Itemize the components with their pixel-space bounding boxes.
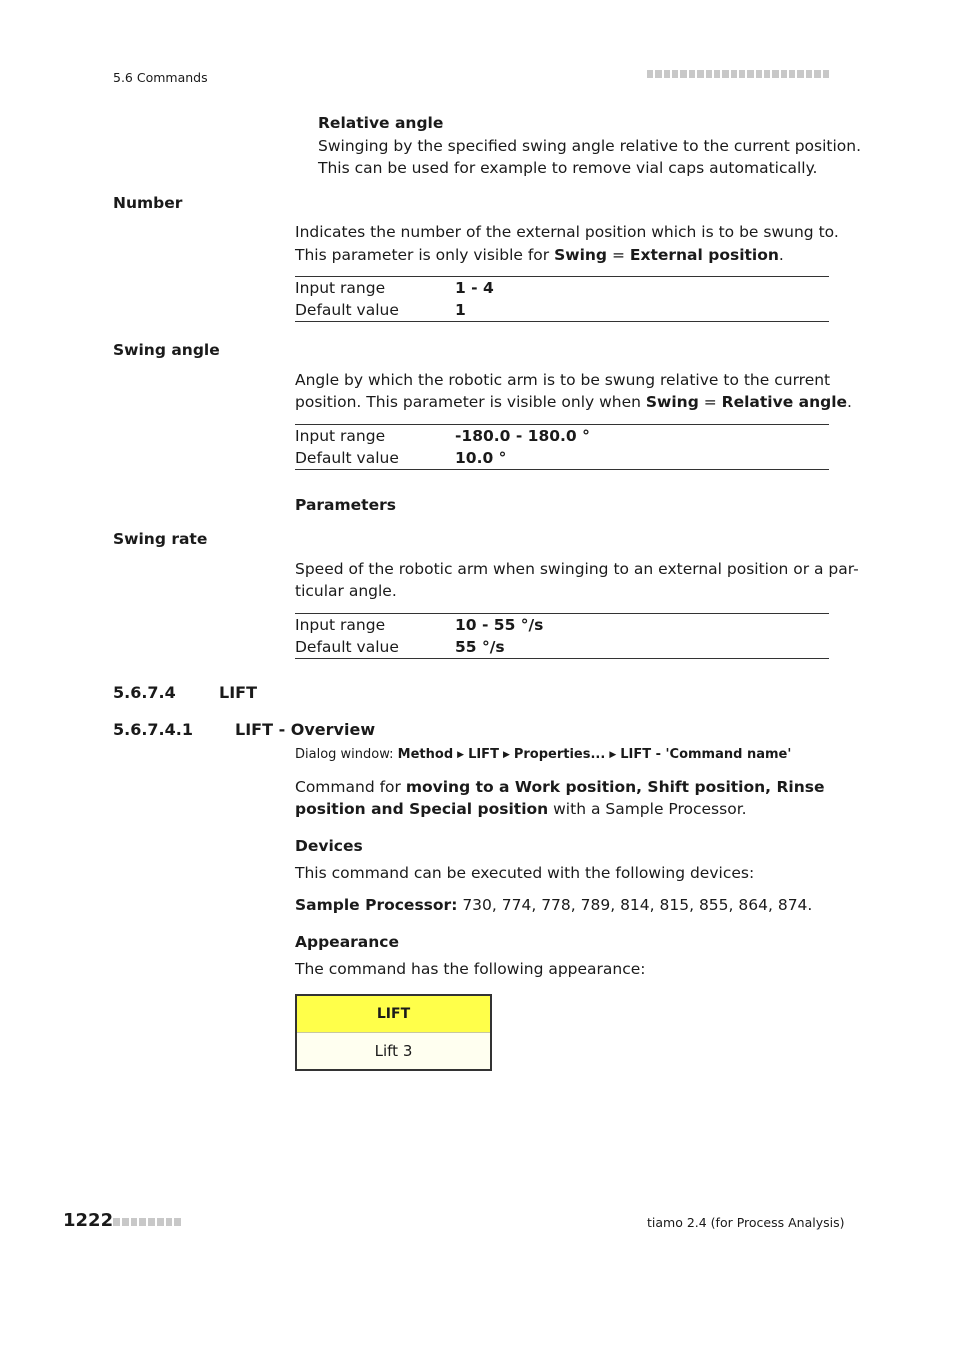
section-heading-lift-overview: 5.6.7.4.1 LIFT - Overview	[113, 720, 376, 739]
number-heading: Number	[113, 194, 183, 212]
header-decoration	[647, 70, 829, 79]
dialog-window-path: Dialog window: Method ▶ LIFT ▶ Properties... ▶ LIFT - 'Command name'	[295, 747, 792, 762]
table-row: Input range 10 - 55 °/s	[295, 616, 544, 634]
command-desc-line2: position and Special position with a Sample Processor.	[295, 800, 747, 818]
swing-rate-heading: Swing rate	[113, 530, 208, 548]
swing-angle-param-table	[295, 424, 829, 470]
relative-angle-text2: This can be used for example to remove vial caps automatically.	[318, 159, 818, 177]
page-number: 1222	[63, 1210, 114, 1231]
appearance-text: The command has the following appearance:	[295, 960, 646, 978]
lift-command-label: Lift 3	[374, 1042, 413, 1060]
devices-list: Sample Processor: 730, 774, 778, 789, 814, 815, 855, 864, 874.	[295, 896, 813, 914]
table-row: Default value 55 °/s	[295, 638, 505, 656]
lift-command-title: LIFT	[297, 996, 490, 1033]
swing-rate-desc-line1: Speed of the robotic arm when swinging to an external position or a par-	[295, 560, 859, 578]
swing-angle-desc-line1: Angle by which the robotic arm is to be swung relative to the current	[295, 371, 831, 389]
swing-rate-param-table	[295, 613, 829, 659]
running-header: 5.6 Commands	[113, 70, 208, 85]
swing-rate-desc-line2: ticular angle.	[295, 582, 397, 600]
number-desc-line1: Indicates the number of the external position which is to be swung to.	[295, 223, 839, 241]
table-row: Input range -180.0 - 180.0 °	[295, 427, 590, 445]
footer-decoration	[113, 1218, 181, 1226]
relative-angle-text1: Swinging by the specified swing angle relative to the current position.	[318, 137, 862, 155]
product-name: tiamo 2.4 (for Process Analysis)	[647, 1215, 845, 1230]
devices-text: This command can be executed with the following devices:	[295, 864, 755, 882]
relative-angle-title: Relative angle	[318, 114, 444, 132]
appearance-heading: Appearance	[295, 933, 399, 951]
section-heading-lift: 5.6.7.4 LIFT	[113, 683, 257, 702]
lift-command-box	[295, 994, 492, 1071]
arrow-right-icon: ▶	[609, 750, 617, 760]
number-param-table	[295, 276, 829, 322]
swing-angle-desc-line2: position. This parameter is visible only when Swing = Relative angle.	[295, 393, 852, 411]
table-row: Default value 10.0 °	[295, 449, 507, 467]
table-row: Default value 1	[295, 301, 466, 319]
parameters-heading: Parameters	[295, 496, 396, 514]
number-desc-line2: This parameter is only visible for Swing = External position.	[295, 246, 784, 264]
arrow-right-icon: ▶	[457, 750, 465, 760]
table-row: Input range 1 - 4	[295, 279, 494, 297]
devices-heading: Devices	[295, 837, 363, 855]
arrow-right-icon: ▶	[502, 750, 510, 760]
swing-angle-heading: Swing angle	[113, 341, 220, 359]
command-desc-line1: Command for moving to a Work position, Shift position, Rinse	[295, 778, 825, 796]
